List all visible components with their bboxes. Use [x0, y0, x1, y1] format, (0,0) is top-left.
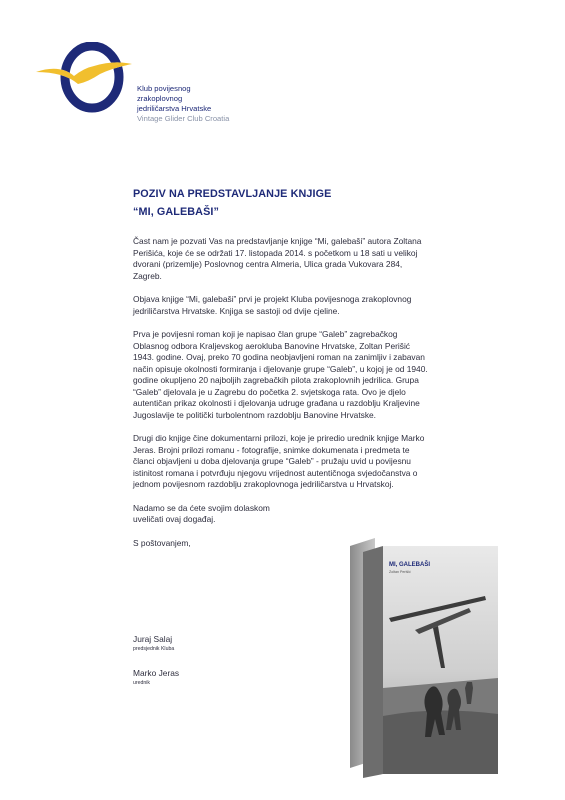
paragraph: Prva je povijesni roman koji je napisao član grupe “Galeb” zagrebačkog Oblasnog odbora Kraljevskog aerokluba Banovine Hrvatske, Zoltan Perišić 1943. godine. Ovaj, preko 70 godina neobjavljeni roman na zanimljiv i zabavan način opisuje okolnosti formiranja i djelovanje grupe “Galeb”, u kojoj je od 1940. godine okupljeno 20 najboljih zagrebačkih pilota zrakoplovnih jedrilica. Grupa “Galeb” djelovala je u Zagrebu do početka 2. svjetskoga rata. Ovo je djelo autentičan prikaz okolnosti i djelovanja udruge građana u razdoblju Kraljevine Jugoslavije te politički turbolentnom razdoblju Banovine Hrvatske. — [133, 329, 428, 420]
club-name-line: jedriličarstva Hrvatske — [137, 104, 212, 113]
heading-line-2: “MI, GALEBAŠI” — [133, 206, 219, 218]
book-title: MI, GALEBAŠI — [389, 562, 431, 568]
paragraph: Nadamo se da ćete svojim dolaskom uveličati ovaj događaj. — [133, 502, 270, 524]
signature-president — [133, 634, 174, 652]
book-cover-image — [345, 538, 500, 778]
closing: S poštovanjem, — [133, 537, 191, 548]
club-name-english: Vintage Glider Club Croatia — [137, 114, 230, 123]
paragraph: Drugi dio knjige čine dokumentarni prilozi, koje je priredio urednik knjige Marko Jeras. Brojni prilozi romanu - fotografije, snimke dokumenata i predmeta te članci objavljeni u doba djelovanja grupe “Galeb” - pružaju uvid u povijesnu istinitost romana i potvrđuju njegovu vrijednost autentičnoga svjedočanstva o jednom povijesnom razdoblju zrakoplovnoga jedriličarstva u Hrvatskoj. — [133, 433, 425, 489]
signature-role: predsjednik Kluba — [133, 646, 175, 652]
book-author: Zoltan Perišić — [389, 570, 411, 574]
letter-body — [133, 236, 433, 561]
club-logo-icon — [34, 42, 134, 122]
signature-name: Marko Jeras — [133, 668, 180, 678]
club-name-line: zrakoplovnog — [137, 94, 183, 103]
heading-line-1: POZIV NA PREDSTAVLJANJE KNJIGE — [133, 188, 332, 200]
invitation-heading — [133, 185, 331, 221]
club-name — [137, 84, 229, 124]
paragraph: Čast nam je pozvati Vas na predstavljanje knjige “Mi, galebaši” autora Zoltana Perišića, koje će se održati 17. listopada 2014. s početkom u 18 sati u velikoj dvorani (prizemlje) Poslovnog centra Almeria, Ulica grada Vukovara 284, Zagreb. — [133, 236, 422, 281]
club-name-line: Klub povijesnog — [137, 84, 191, 93]
signature-role: urednik — [133, 680, 151, 686]
signature-name: Juraj Salaj — [133, 634, 173, 644]
paragraph: Objava knjige “Mi, galebaši” prvi je projekt Kluba povijesnoga zrakoplovnog jedriličarstva Hrvatske. Knjiga se sastoji od dvije cjeline. — [133, 294, 412, 316]
signature-editor — [133, 668, 179, 686]
